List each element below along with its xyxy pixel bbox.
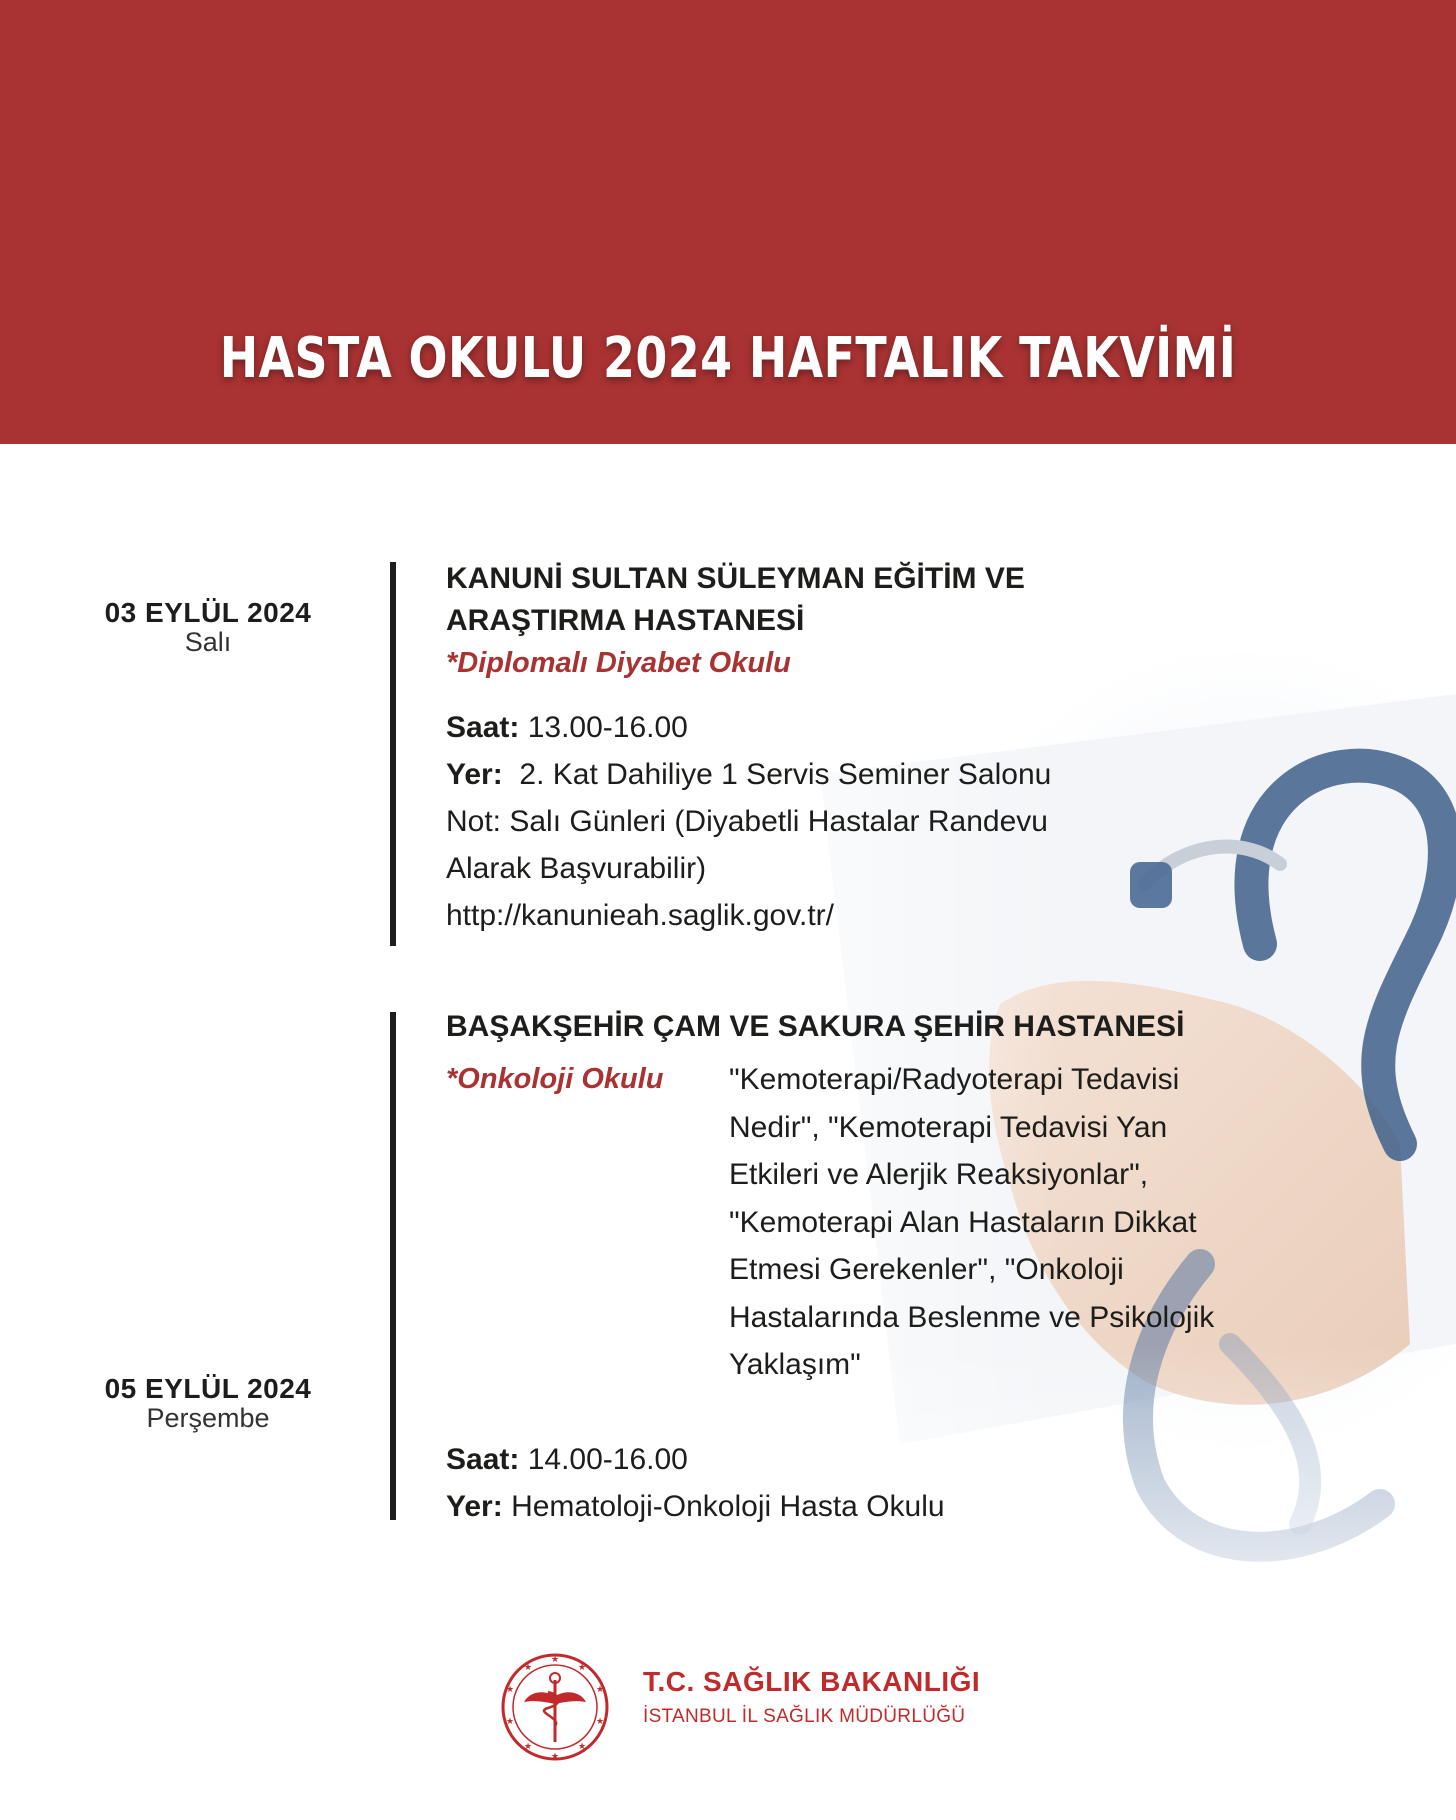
event-time xyxy=(446,1436,945,1483)
page-title: HASTA OKULU 2024 HAFTALIK TAKVİMİ xyxy=(219,326,1237,391)
svg-text:★: ★ xyxy=(523,1742,533,1752)
event-weekday: Perşembe xyxy=(146,1403,270,1433)
topic-line: Hastalarında Beslenme ve Psikolojik xyxy=(729,1300,1215,1334)
hospital-url[interactable]: http://kanunieah.saglik.gov.tr/ xyxy=(446,899,835,932)
time-label: Saat: xyxy=(446,711,520,744)
org-name: T.C. SAĞLIK BAKANLIĞI xyxy=(643,1666,981,1697)
timeline-divider xyxy=(390,562,396,946)
event-place xyxy=(446,1483,945,1530)
topic-line: Etmesi Gerekenler", "Onkoloji xyxy=(729,1253,1124,1286)
hospital-name: BAŞAKŞEHİR ÇAM VE SAKURA ŞEHİR HASTANESİ xyxy=(446,1010,1185,1043)
svg-text:★: ★ xyxy=(550,1655,560,1665)
timeline-divider xyxy=(390,1012,396,1520)
header-banner xyxy=(0,0,1456,444)
svg-text:★: ★ xyxy=(550,1752,560,1762)
place-label: Yer: xyxy=(446,1490,503,1523)
school-name: *Diplomalı Diyabet Okulu xyxy=(446,647,791,679)
event-weekday: Salı xyxy=(184,627,232,657)
event-note-continued: Alarak Başvurabilir) xyxy=(446,852,707,885)
org-subtitle: İSTANBUL İL SAĞLIK MÜDÜRLÜĞÜ xyxy=(643,1706,966,1727)
svg-text:★: ★ xyxy=(523,1663,533,1673)
event-note: Not: Salı Günleri (Diyabetli Hastalar Randevu xyxy=(446,805,1048,838)
event-date: 03 EYLÜL 2024 xyxy=(104,597,312,628)
place-value: 2. Kat Dahiliye 1 Servis Seminer Salonu xyxy=(519,758,1052,791)
hospital-name-continued: ARAŞTIRMA HASTANESİ xyxy=(446,604,805,637)
hospital-name: KANUNİ SULTAN SÜLEYMAN EĞİTİM VE xyxy=(446,562,1025,595)
topic-line: "Kemoterapi Alan Hastaların Dikkat xyxy=(729,1205,1197,1239)
event-place xyxy=(446,751,1051,798)
place-label: Yer: xyxy=(446,758,503,791)
topics-list xyxy=(729,1056,1369,1389)
topic-line: Yaklaşım" xyxy=(729,1348,861,1381)
svg-text:★: ★ xyxy=(505,1717,515,1727)
time-value: 13.00-16.00 xyxy=(527,711,688,744)
time-value: 14.00-16.00 xyxy=(527,1443,688,1476)
event-details xyxy=(446,558,1051,939)
event-time xyxy=(446,704,1051,751)
topic-line: Etkileri ve Alerjik Reaksiyonlar", xyxy=(729,1158,1149,1191)
event-date-block xyxy=(78,598,338,656)
place-value: Hematoloji-Onkoloji Hasta Okulu xyxy=(511,1490,945,1523)
school-name: *Onkoloji Okulu xyxy=(446,1063,664,1095)
svg-text:★: ★ xyxy=(595,1717,605,1727)
svg-text:★: ★ xyxy=(577,1742,587,1752)
svg-text:★: ★ xyxy=(577,1663,587,1673)
svg-text:★: ★ xyxy=(505,1685,515,1695)
svg-text:★: ★ xyxy=(595,1685,605,1695)
ministry-emblem-icon xyxy=(500,1652,610,1762)
event-date: 05 EYLÜL 2024 xyxy=(104,1373,312,1404)
event-date-block xyxy=(78,1374,338,1432)
time-label: Saat: xyxy=(446,1443,520,1476)
event-schedule xyxy=(446,1436,945,1530)
topic-line: Nedir", "Kemoterapi Tedavisi Yan xyxy=(729,1110,1168,1144)
topic-line: "Kemoterapi/Radyoterapi Tedavisi xyxy=(729,1063,1180,1096)
